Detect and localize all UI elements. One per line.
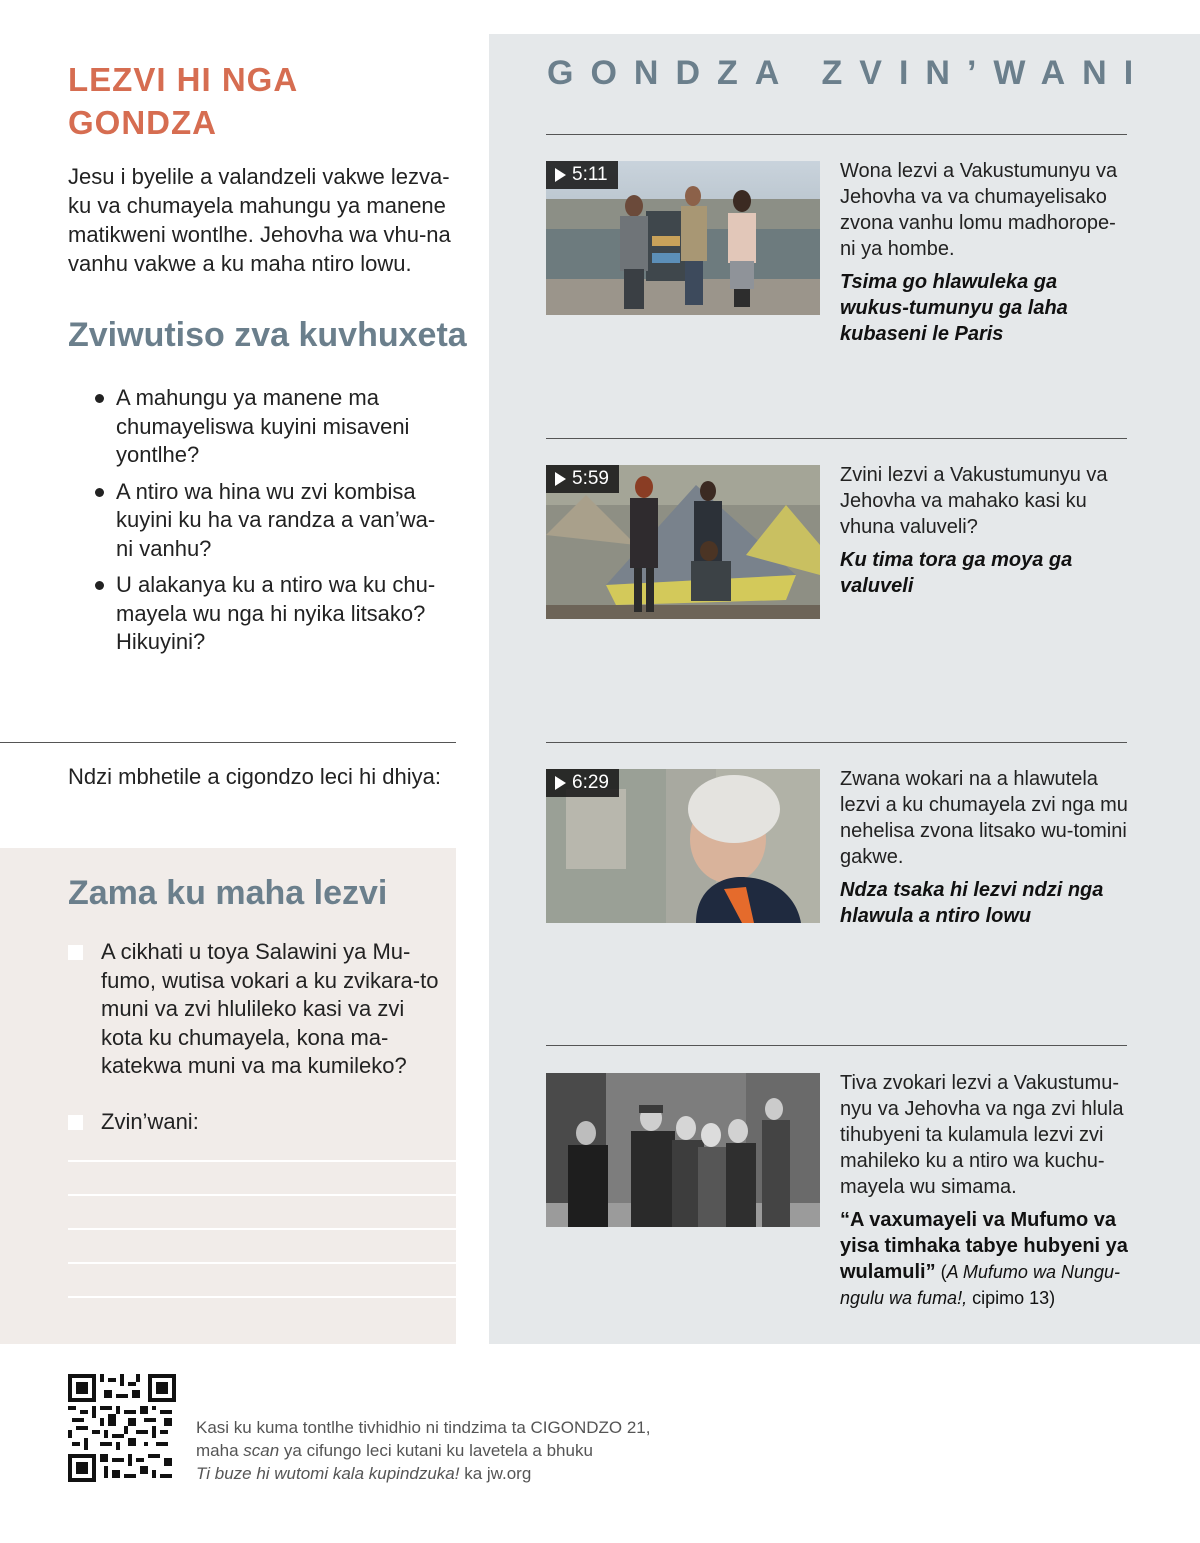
practice-box [0,848,456,1344]
citation-open: ( [935,1262,947,1282]
article-info [840,1070,1130,1311]
practice-item [68,1108,448,1137]
play-icon [555,168,566,182]
video-info [840,462,1130,599]
review-question: A mahungu ya manene ma chumayeliswa kuyini misaveni yontlhe? [90,384,450,470]
divider [0,742,456,743]
scan-word: scan [243,1441,280,1460]
learn-more-panel [489,34,1200,1344]
practice-item-text: A cikhati u toya Salawini ya Mu-fumo, wutisa vokari a ku zvikara-to muni va zvi hlulileko kasi va zvi kota ku chumayela, kona ma-katekwa muni va ma kumileko? [101,939,439,1078]
learn-more-title: GONDZA ZVIN’WANI [547,54,1151,92]
video-description: Wona lezvi a Vakustumunyu va Jehovha va va chumayelisako zvona vanhu lomu madhorope-ni ya hombe. [840,160,1118,260]
intro-paragraph: Jesu i byelile a valandzeli vakwe lezva-ku va chumayela mahungu ya manene matikweni wontlhe. Jehovha wa vhu-na vanhu vakwe a ku maha ntiro lowu. [68,164,451,276]
video-title[interactable]: Tsima go hlawuleka ga wukus-tumunyu ga laha kubaseni le Paris [840,271,1068,345]
qr-code-icon [68,1374,176,1482]
practice-item-text: Zvin’wani: [101,1109,199,1134]
writing-line[interactable] [68,1296,456,1298]
video-title[interactable]: Ndza tsaka hi lezvi ndzi nga hlawula a ntiro lowu [840,879,1104,927]
article-description: Tiva zvokari lezvi a Vakustumu-nyu va Jehovha va nga zvi hlula tihubyeni ta kulamula lezvi zvi mahileko ku a ntiro wa kuchu-mayela wu simama. [840,1072,1124,1198]
chapter-reference: cipimo 13) [967,1288,1056,1308]
play-icon [555,472,566,486]
play-icon [555,776,566,790]
divider [546,1045,1127,1046]
historical-group-photo [546,1073,820,1227]
video-title[interactable]: Ku tima tora ga moya ga valuveli [840,549,1073,597]
video-thumbnail[interactable] [546,769,820,923]
qr-code[interactable] [68,1374,176,1482]
review-questions [90,384,450,665]
video-duration: 6:29 [546,769,619,797]
checkbox[interactable] [68,1115,83,1130]
writing-line[interactable] [68,1228,456,1230]
lesson-title: LEZVI HI NGA GONDZA [68,61,297,141]
practice-heading: Zama ku maha lezvi [68,874,388,912]
divider [546,134,1127,135]
video-info [840,158,1130,347]
review-heading: Zviwutiso zva kuvhuxeta [68,316,467,354]
writing-line[interactable] [68,1194,456,1196]
divider [546,742,1127,743]
writing-line[interactable] [68,1262,456,1264]
footer-note [196,1416,756,1485]
book-title[interactable]: Ti buze hi wutomi kala kupindzuka! [196,1464,460,1483]
writing-line[interactable] [68,1160,456,1162]
article-reference[interactable] [840,1207,1130,1311]
video-duration: 5:59 [546,465,619,493]
video-description: Zwana wokari na a hlawutela lezvi a ku chumayela zvi nga mu nehelisa zvona litsako wu-tomini gakwe. [840,768,1128,868]
book-title: A Mufumo wa Nungu-ngulu wa fuma!, [840,1262,1120,1308]
video-duration: 5:11 [546,161,618,189]
article-title: “A vaxumayeli va Mufumo va yisa timhaka tabye hubyeni ya wulamuli” [840,1209,1128,1283]
review-question: U alakanya ku a ntiro wa ku chu-mayela wu nga hi nyika litsako? Hikuyini? [90,571,450,657]
review-question: A ntiro wa hina wu zvi kombisa kuyini ku ha va randza a van’wa-ni vanhu? [90,478,450,564]
footer-line: Kasi ku kuma tontlhe tivhidhio ni tindzima ta CIGONDZO 21, [196,1418,651,1437]
video-info [840,766,1130,929]
footer-line: maha scan ya cifungo leci kutani ku lavetela a bhuku [196,1441,593,1460]
practice-item [68,938,448,1081]
article-image [546,1073,820,1227]
video-thumbnail[interactable] [546,161,820,315]
completion-label: Ndzi mbhetile a cigondzo leci hi dhiya: [68,764,441,789]
footer-line: Ti buze hi wutomi kala kupindzuka! ka jw.org [196,1464,532,1483]
divider [546,438,1127,439]
video-description: Zvini lezvi a Vakustumunyu va Jehovha va mahako kasi ku vhuna valuveli? [840,464,1108,538]
checkbox[interactable] [68,945,83,960]
video-thumbnail[interactable] [546,465,820,619]
